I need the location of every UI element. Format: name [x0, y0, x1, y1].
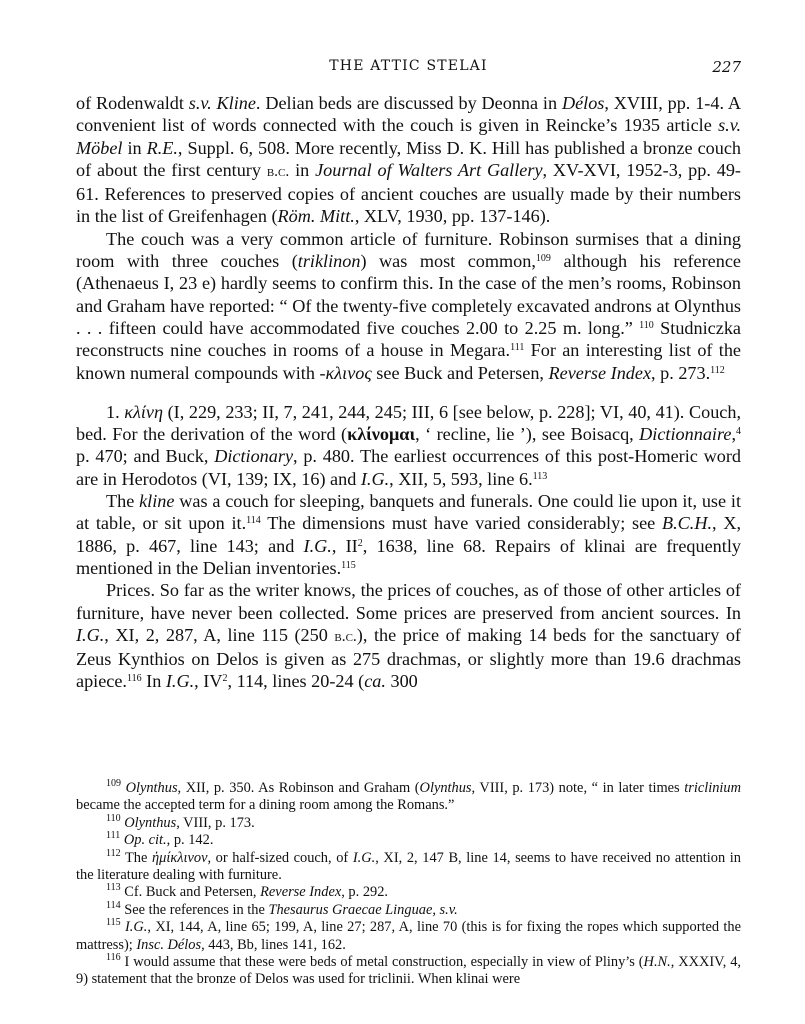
footnote-114: [76, 899, 741, 919]
text-run: . Delian beds are discussed by Deonna in: [255, 93, 562, 113]
text-run: , XVIII, pp. 1-4. A convenient list of words connected with the couch is given in Reincke’s 1935 article: [76, 93, 741, 136]
note-reference: 112: [106, 847, 121, 859]
note-reference: 109: [106, 778, 121, 789]
text-run: , 1638, line 68. Repairs of klinai are frequently mentioned in the Delian inventories.: [76, 535, 741, 578]
text-run: , ‘ recline, lie ’), see Boisacq,: [415, 424, 640, 445]
note-reference: 115: [341, 559, 356, 571]
text-run: , p. 142.: [166, 832, 214, 849]
text-run: b.c.: [266, 162, 290, 180]
text-run: κλίνομαι: [347, 424, 416, 445]
paragraph-prices: [76, 579, 741, 692]
text-run: , or half-sized couch, of: [207, 849, 353, 866]
text-run: κλίνη: [124, 401, 164, 422]
text-run: Dictionnaire: [639, 424, 732, 445]
paragraph-couch-commonness: [76, 228, 741, 384]
text-run: , Suppl. 6, 508. More recently, Miss D. K. Hill has published a bronze couch of about the first century: [76, 137, 742, 180]
text-run: , 443, Bb, lines 141, 162.: [201, 936, 346, 953]
text-run: Dictionary: [214, 446, 294, 467]
text-run: I.G.: [125, 919, 148, 936]
text-run: The dimensions must have varied considerably; see: [260, 513, 662, 534]
text-run: 1.: [106, 401, 125, 422]
text-run: I.G.: [165, 671, 195, 692]
text-run: , 114, lines 20-24 (: [227, 671, 365, 692]
text-run: I.G.: [352, 849, 376, 866]
text-run: I would assume that these were beds of metal construction, especially in view of Pliny’s (: [120, 954, 644, 971]
text-run: For an interesting list of the known numeral compounds with: [76, 340, 741, 383]
note-reference: 116: [106, 952, 121, 964]
text-run: became the accepted term for a dining room among the Romans.”: [76, 797, 455, 814]
text-run: The: [106, 491, 140, 512]
note-reference: 115: [106, 917, 121, 929]
text-run: , IV: [194, 671, 223, 692]
text-run: Reverse Index: [260, 884, 342, 901]
text-run: I.G.: [76, 624, 105, 645]
text-run: , XI, 144, A, line 65; 199, A, line 27; 287, A, line 70 (this is for fixing the ropes which supported the mattress);: [76, 919, 741, 953]
note-reference: 2: [222, 673, 228, 685]
text-run: See the references in the: [120, 901, 269, 918]
note-reference: 113: [106, 882, 121, 894]
text-run: , VIII, p. 173) note, “ in later times: [471, 780, 685, 796]
footnote-110: [76, 812, 741, 832]
text-run: in: [122, 137, 147, 158]
text-run: , II: [331, 535, 358, 556]
text-run: in: [289, 159, 316, 180]
text-run: , p. 273.: [651, 362, 711, 383]
note-reference: 113: [532, 470, 548, 482]
text-run: Insc. Délos: [136, 936, 202, 953]
footnote-113: [76, 884, 741, 901]
text-run: Délos: [561, 93, 605, 113]
text-run: The: [120, 849, 152, 866]
text-run: , X, 1886, p. 467, line 143; and: [76, 513, 741, 556]
text-run: was a couch for sleeping, banquets and funerals. One could lie upon it, use it at table, or sit upon it.: [76, 491, 741, 534]
footnotes: [76, 780, 741, 989]
text-run: s.v. Möbel: [76, 115, 741, 158]
note-reference: 110: [639, 319, 654, 331]
text-run: Reverse Index: [548, 362, 652, 383]
note-reference: 111: [510, 342, 525, 354]
note-reference: 114: [106, 899, 121, 911]
text-run: R.E.: [146, 137, 178, 158]
paragraph-continuation: [76, 92, 741, 228]
text-run: I.G.: [303, 535, 332, 556]
text-run: ), the price of making 14 beds for the sanctuary of Zeus Kynthios on Delos is given as 275 drachmas, or slightly more than 19.6 drachmas apiece.: [76, 624, 741, 692]
text-run: I.G.: [360, 468, 390, 489]
text-run: , XII, p. 350. As Robinson and Graham (: [177, 780, 420, 796]
text-run: Olynthus: [419, 780, 472, 796]
text-run: although his reference (Athenaeus I, 23 e) hardly seems to confirm this. In the case of the men’s rooms, Robinson and Graham have reported: “ Of the twenty-five completely excavated androns at Olynthus . . . fifteen could have accommodated five couches 2.00 to 2.25 m. long.”: [76, 251, 741, 338]
footnote-109: [76, 780, 741, 815]
text-run: , p. 480. The earliest occurrences of this post-Homeric word are in Herodotos (VI, 139; IX, 16) and: [76, 446, 741, 489]
text-run: ,: [731, 424, 736, 445]
page-header: [76, 58, 741, 84]
footnote-111: [76, 832, 741, 849]
text-run: ἡμίκλινον: [152, 849, 208, 866]
text-run: s.v. Kline: [188, 93, 256, 113]
text-run: ) was most common,: [360, 251, 536, 272]
text-run: , XI, 2, 147 B, line 14, seems to have received no attention in the literature dealing with furniture.: [76, 849, 741, 884]
footnote-112: [76, 847, 741, 885]
text-run: H.N.: [643, 954, 671, 971]
text-run: triclinium: [684, 780, 741, 796]
entry-kline: [76, 401, 741, 490]
text-run: , XV-XVI, 1952-3, pp. 49-61. References to preserved copies of ancient couches are usually made by their numbers in the list of Greifenhagen (: [76, 159, 741, 227]
footnote-115: [76, 919, 741, 954]
text-run: of Rodenwaldt: [76, 93, 189, 113]
text-run: The couch was a very common article of furniture. Robinson surmises that a dining room with three couches (: [76, 228, 741, 272]
footnote-116: [76, 954, 741, 989]
main-text: [76, 92, 741, 693]
text-run: , XI, 2, 287, A, line 115 (250: [104, 624, 335, 645]
text-run: Cf. Buck and Petersen,: [120, 884, 261, 901]
text-run: , XLV, 1930, pp. 137-146).: [354, 206, 551, 227]
text-run: Op. cit.: [123, 832, 167, 849]
text-run: Thesaurus Graecae Linguae, s.v.: [268, 901, 458, 918]
text-run: Olynthus: [125, 780, 178, 796]
text-run: Olynthus: [124, 814, 177, 831]
note-reference: 116: [126, 673, 142, 685]
text-run: Journal of Walters Art Gallery: [315, 159, 543, 180]
note-reference: 112: [710, 364, 725, 376]
text-run: -κλινος: [319, 362, 372, 383]
text-run: Prices. So far as the writer knows, the prices of couches, as of those of other articles of furniture, have never been collected. Some prices are preserved from ancient sources. In: [76, 580, 741, 623]
text-run: triklinon: [297, 251, 361, 272]
text-run: B.C.H.: [662, 513, 713, 534]
note-reference: 110: [106, 812, 121, 824]
text-run: , XII, 5, 593, line 6.: [389, 468, 533, 489]
text-run: , VIII, p. 173.: [176, 814, 255, 831]
text-run: In: [141, 671, 166, 692]
text-run: p. 470; and Buck,: [76, 446, 215, 467]
text-run: 300: [385, 671, 418, 692]
text-run: , p. 292.: [341, 884, 389, 901]
text-run: b.c.: [334, 627, 357, 645]
text-run: (I, 229, 233; II, 7, 241, 244, 245; III, 6 [see below, p. 228]; VI, 40, 41). Couch, bed. For the derivation of the word (: [76, 401, 741, 445]
paragraph-kline-usage: [76, 490, 741, 579]
note-reference: 109: [535, 253, 551, 265]
note-reference: 114: [246, 515, 261, 527]
text-run: kline: [139, 491, 175, 512]
text-run: Röm. Mitt.: [277, 206, 355, 227]
text-run: Studniczka reconstructs nine couches in rooms of a house in Megara.: [76, 317, 741, 361]
note-reference: 4: [736, 426, 741, 438]
page-number: 227: [712, 58, 741, 76]
note-reference: 111: [106, 830, 121, 842]
text-run: , XXXIV, 4, 9) statement that the bronze of Delos was used for triclinii. When klinai were: [76, 954, 741, 988]
text-run: see Buck and Petersen,: [371, 362, 549, 383]
text-run: ca.: [364, 671, 386, 692]
running-title: THE ATTIC STELAI: [329, 58, 488, 74]
note-reference: 2: [357, 537, 363, 549]
